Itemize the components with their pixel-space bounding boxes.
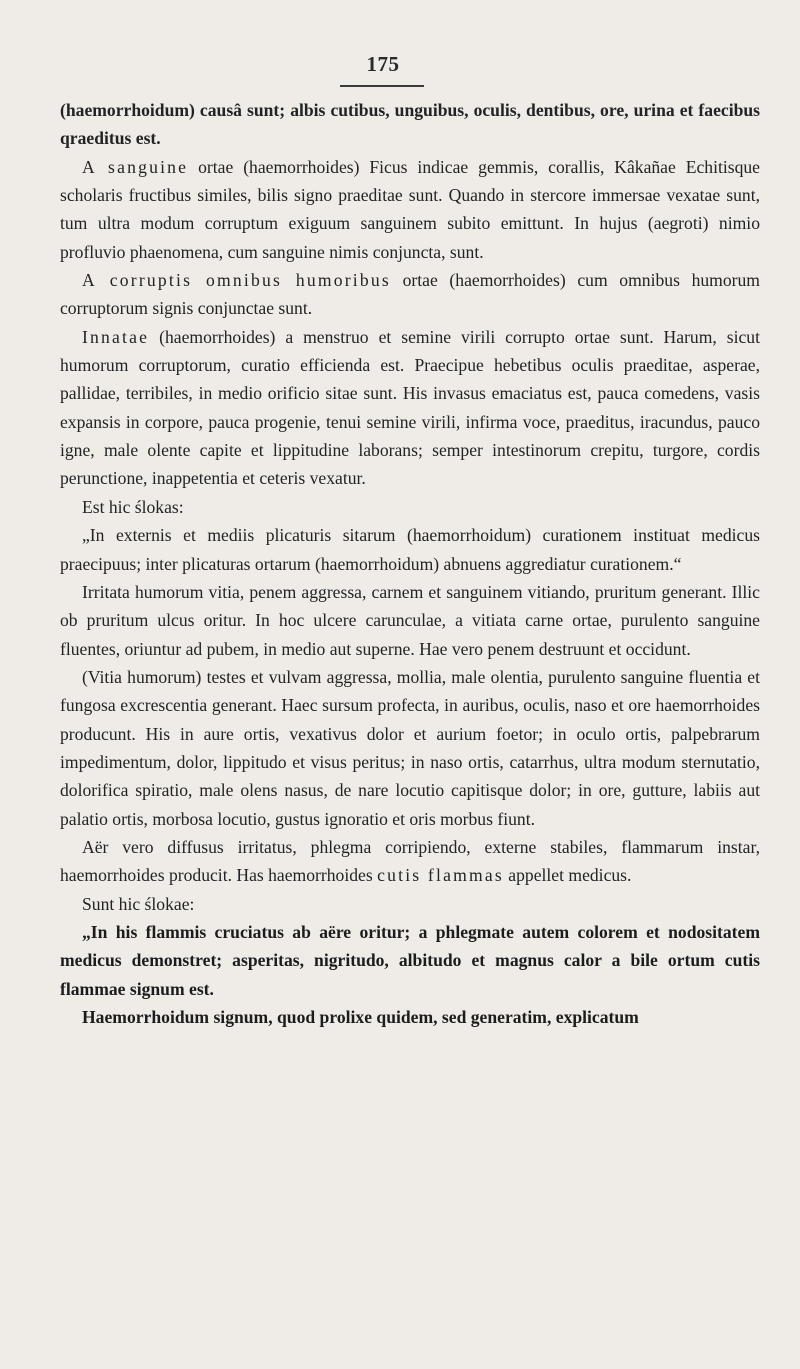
paragraph-11: „In his flammis cruciatus ab aëre oritur; a phlegmate autem colorem et nodositatem medicus demonstret; asperitas, nigritudo, albitudo et magnus calor a bile ortum cutis flammae signum est. — [60, 921, 760, 999]
paragraph-2-text: ortae (haemorrhoides) Ficus indicae gemmis, corallis, Kâkañae Echitisque scholaris fructibus similes, bilis signo praeditae sunt. Quando in stercore immersae vexatae sunt, tum ultra modum corruptum exiguum sanguinem subito emittunt. In hujus (aegroti) nimio profluvio phaenomena, cum sanguine nimis conjuncta, sunt. — [60, 156, 760, 262]
paragraph-1: (haemorrhoidum) causâ sunt; albis cutibus, unguibus, oculis, dentibus, ore, urina et faecibus qraeditus est. — [60, 100, 760, 149]
paragraph-9 — [60, 833, 760, 890]
page-number: 175 — [366, 52, 400, 76]
paragraph-7: Irritata humorum vitia, penem aggressa, carnem et sanguinem vitiando, pruritum generant. Illic ob pruritum ulcus oritur. In hoc ulcere carunculae, a vitiata carne ortae, purulento sanguine fluentes, oriuntur ad pubem, in medio aut superne. Hae vero penem destruunt et occidunt. — [60, 581, 760, 659]
emphasis-innatae: Innatae — [82, 326, 150, 347]
paragraph-4-text: (haemorrhoides) a menstruo et semine virili corrupto ortae sunt. Harum, sicut humorum corruptorum, curatio efficienda est. Praecipue hebetibus oculis praeditae, asperae, pallidae, terribiles, in medio orificio sitae sunt. His invasus emaciatus est, pauca comedens, vasis expansis in corpore, pauca progenie, tenui semine virili, infirma voce, praeditus, iracundus, pauco igne, male olente capite et lippitudine laborans; semper intestinorum crepitu, turgore, cordis perunctione, inappetentia et ceteris vexatur. — [60, 326, 760, 489]
paragraph-10: Sunt hic ślokae: — [82, 893, 195, 914]
paragraph-9-end: appellet medicus. — [503, 865, 632, 886]
paragraph-4 — [60, 323, 760, 493]
paragraph-5: Est hic ślokas: — [82, 496, 184, 517]
paragraph-9-start: Aër vero diffusus irritatus, phlegma corripiendo, externe stabiles, flammarum instar, haemorrhoides producit. Has haemorrhoides — [60, 836, 760, 886]
paragraph-12: Haemorrhoidum signum, quod prolixe quidem, sed generatim, explicatum — [82, 1007, 639, 1027]
paragraph-6: „In externis et mediis plicaturis sitarum (haemorrhoidum) curationem instituat medicus praecipuus; inter plicaturas ortarum (haemorrhoidum) abnuens aggrediatur curationem.“ — [60, 525, 760, 574]
emphasis-cutis-flammas: cutis flammas — [377, 865, 504, 886]
paragraph-3 — [60, 266, 760, 323]
paragraph-8: (Vitia humorum) testes et vulvam aggressa, mollia, male olentia, purulento sanguine fluentia et fungosa excrescentia generant. Haec sursum profecta, in auribus, oculis, naso et ore haemorrhoides producunt. His in aure ortis, vexativus dolor et aurium foetor; in oculo ortis, palpebrarum impedimentum, dolor, lippitudo et visus peritus; in naso ortis, catarrhus, ultra modum sternutatio, dolorifica spiratio, male olens nasus, de nare locutio capitisque dolor; in ore, gutture, labiis aut palatio ortis, morbosa locutio, gustus ignoratio et oris morbus fiunt. — [60, 666, 760, 829]
paragraph-2 — [60, 153, 760, 266]
emphasis-a-sanguine: A sanguine — [82, 156, 189, 177]
page-number-rule — [340, 85, 424, 87]
body-text — [60, 96, 760, 1031]
emphasis-a-corruptis: A corruptis omnibus humoribus — [82, 270, 391, 291]
paragraph-3-text: ortae (haemorrhoides) cum omnibus humorum corruptorum signis conjunctae sunt. — [60, 270, 760, 319]
